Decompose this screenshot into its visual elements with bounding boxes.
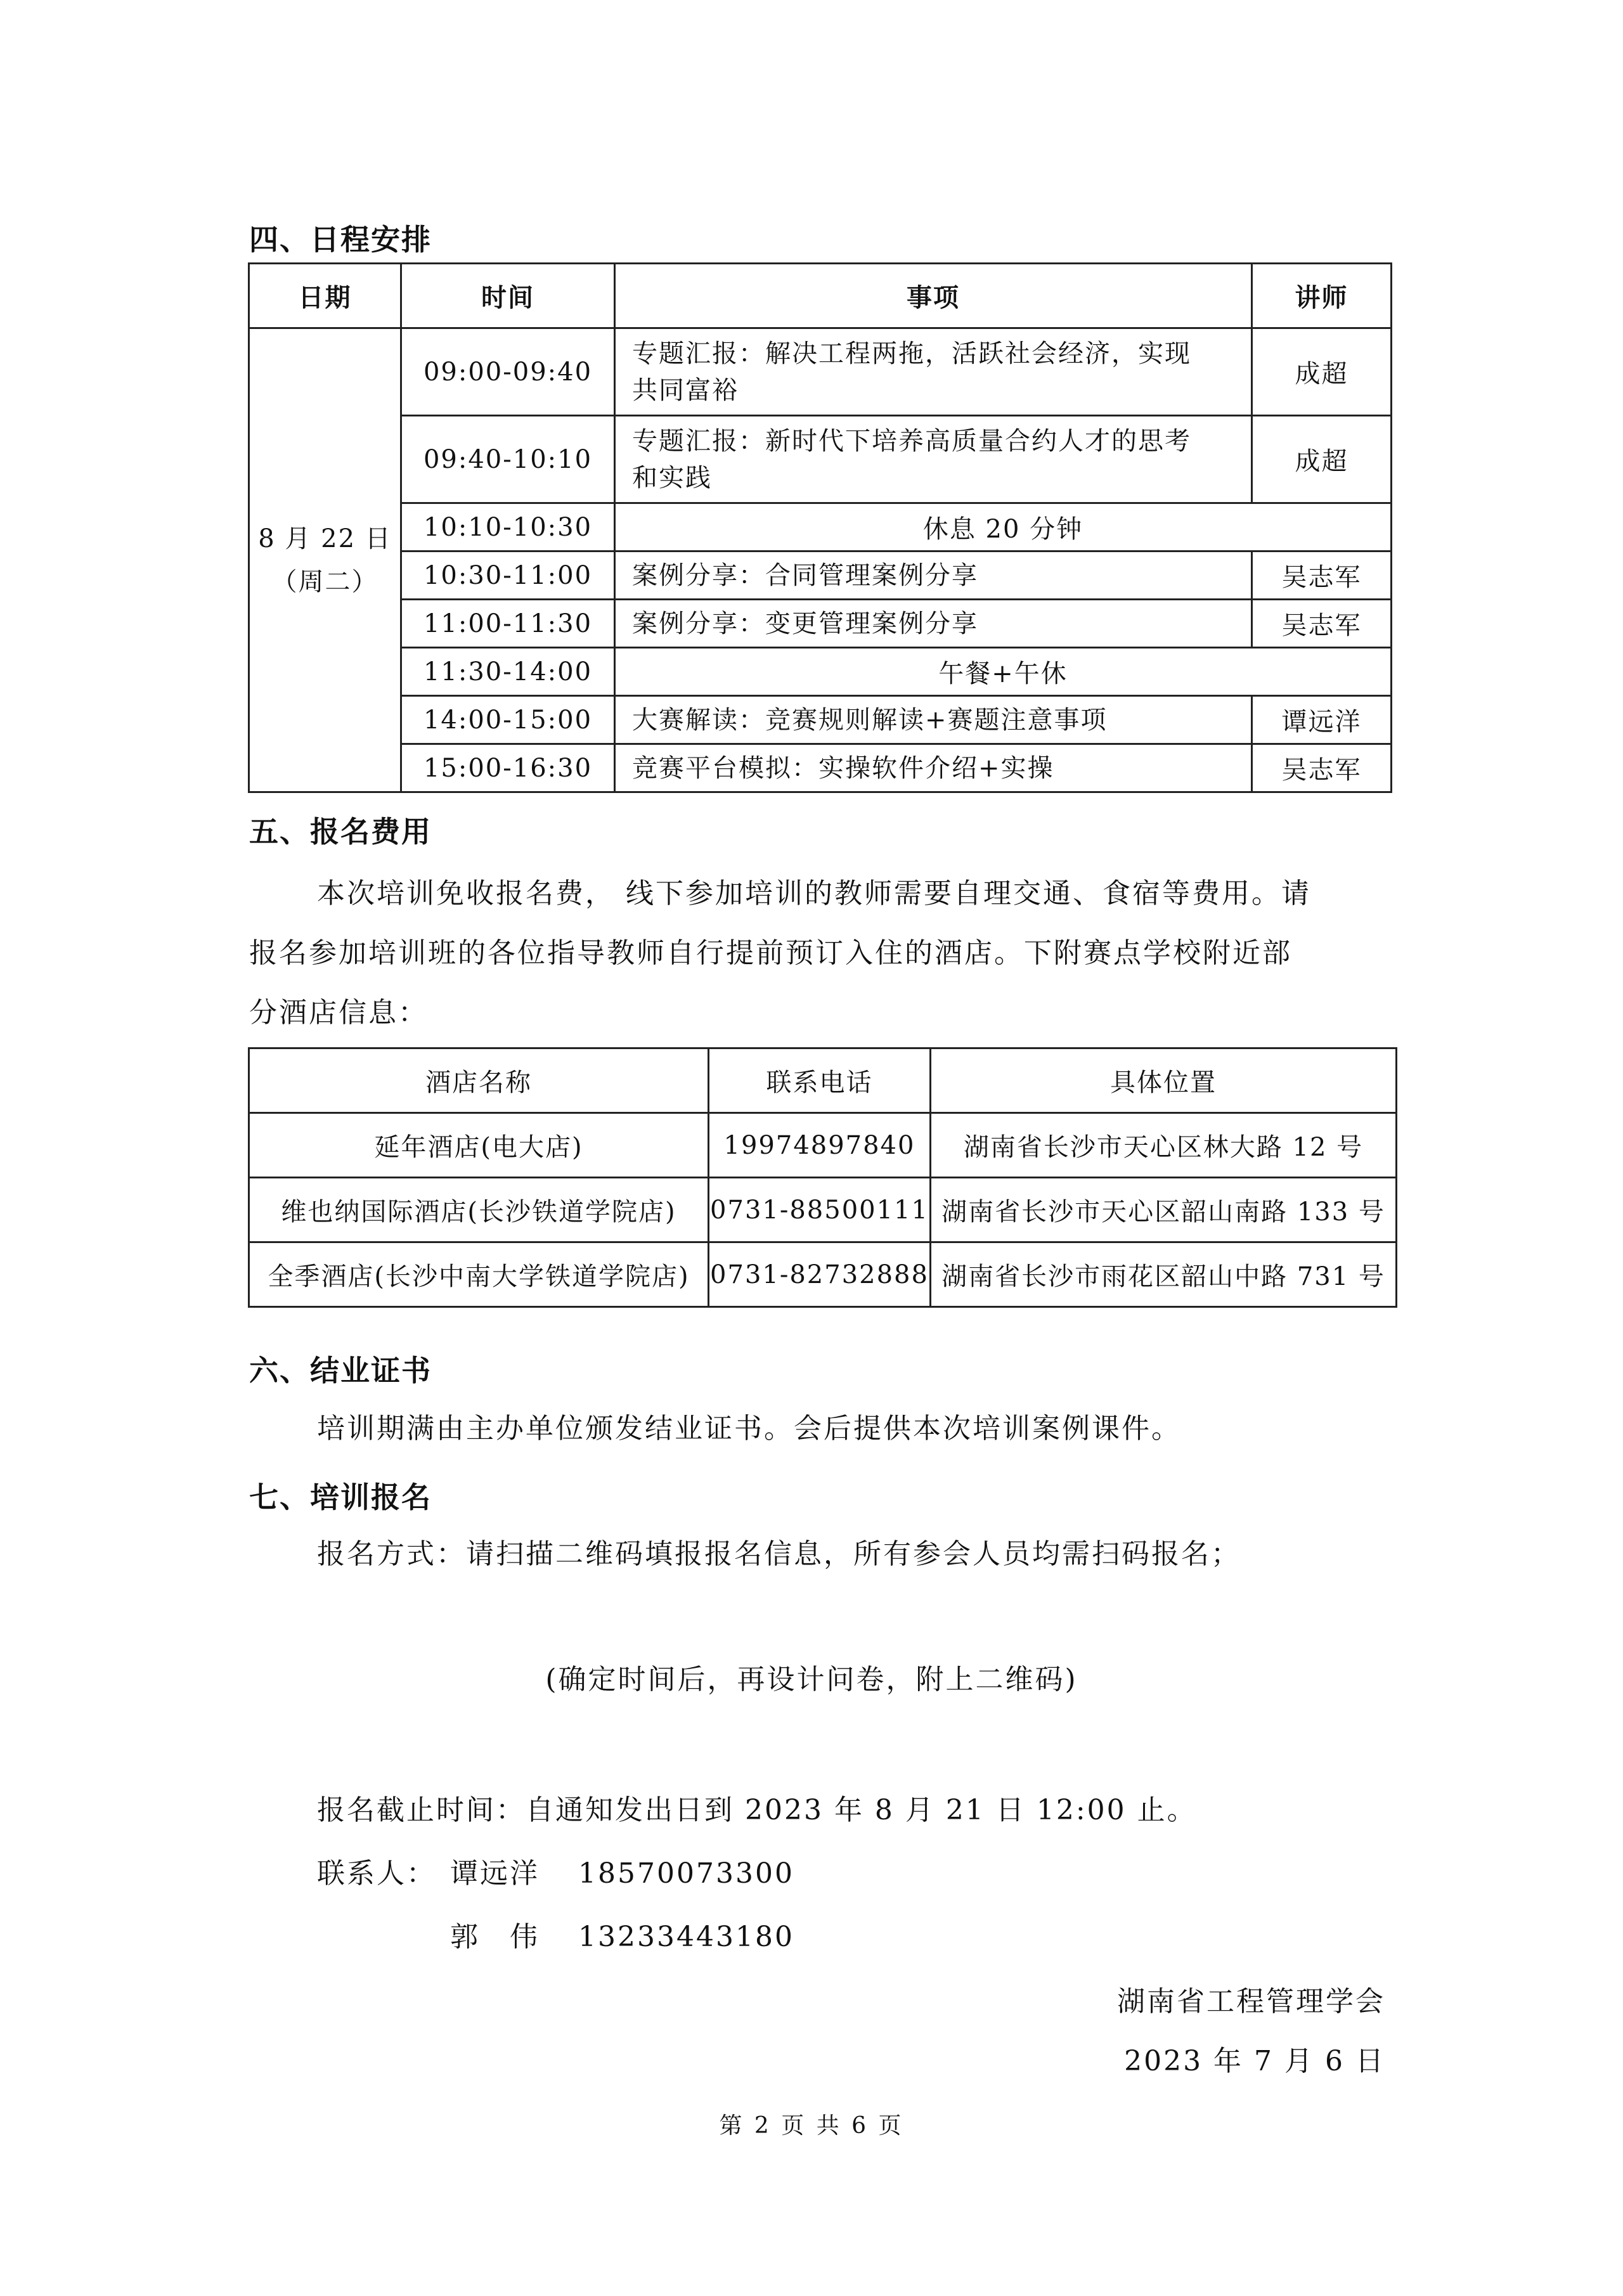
schedule-table	[248, 262, 1392, 793]
schedule-weekday: （周二）	[271, 567, 378, 597]
schedule-lecturer: 成超	[1252, 416, 1392, 503]
schedule-item	[615, 328, 1252, 416]
schedule-row	[249, 696, 1392, 744]
schedule-item-line: 专题汇报：新时代下培养高质量合约人才的思考	[632, 426, 1191, 456]
section-5-title: 五、报名费用	[249, 815, 432, 849]
hotel-address: 湖南省长沙市雨花区韶山中路 731 号	[931, 1242, 1397, 1307]
schedule-date: 8 月 22 日	[258, 524, 392, 553]
schedule-break: 午餐+午休	[615, 648, 1392, 696]
section-4-title: 四、日程安排	[249, 223, 432, 257]
schedule-item	[615, 416, 1252, 503]
hotel-header-row	[249, 1048, 1397, 1113]
hotel-address: 湖南省长沙市天心区林大路 12 号	[931, 1113, 1397, 1178]
qr-code-note: (确定时间后，再设计问卷，附上二维码)	[545, 1663, 1078, 1696]
hotel-name: 维也纳国际酒店(长沙铁道学院店)	[249, 1178, 709, 1242]
section-7-title: 七、培训报名	[249, 1480, 432, 1514]
schedule-row	[249, 503, 1392, 551]
registration-method: 报名方式：请扫描二维码填报报名信息，所有参会人员均需扫码报名；	[317, 1538, 1241, 1570]
signature-date: 2023 年 7 月 6 日	[1124, 2045, 1385, 2077]
schedule-lecturer: 成超	[1252, 328, 1392, 416]
section-6-title: 六、结业证书	[249, 1353, 432, 1388]
schedule-row	[249, 416, 1392, 503]
schedule-lecturer: 吴志军	[1252, 744, 1392, 792]
hotel-phone: 0731-88500111	[709, 1178, 931, 1242]
hotel-row	[249, 1178, 1397, 1242]
fee-paragraph-line: 本次培训免收报名费， 线下参加培训的教师需要自理交通、食宿等费用。请	[317, 877, 1311, 910]
header-lecturer: 讲师	[1252, 264, 1392, 328]
schedule-row	[249, 600, 1392, 648]
contact-phone: 13233443180	[578, 1921, 794, 1953]
schedule-row	[249, 328, 1392, 416]
contact-name: 谭远洋	[450, 1857, 540, 1890]
hotel-address: 湖南省长沙市天心区韶山南路 133 号	[931, 1178, 1397, 1242]
schedule-time: 14:00-15:00	[401, 696, 615, 744]
hotel-header-phone: 联系电话	[709, 1048, 931, 1113]
signature-organization: 湖南省工程管理学会	[1117, 1985, 1385, 2018]
fee-paragraph-line: 报名参加培训班的各位指导教师自行提前预订入住的酒店。下附赛点学校附近部	[249, 937, 1292, 969]
fee-paragraph-line: 分酒店信息：	[249, 996, 428, 1029]
hotel-phone: 0731-82732888	[709, 1242, 931, 1307]
hotel-name: 延年酒店(电大店)	[249, 1113, 709, 1178]
schedule-header-row	[249, 264, 1392, 328]
header-date: 日期	[249, 264, 401, 328]
header-time: 时间	[401, 264, 615, 328]
schedule-time: 15:00-16:30	[401, 744, 615, 792]
schedule-time: 09:40-10:10	[401, 416, 615, 503]
schedule-item: 案例分享：合同管理案例分享	[615, 551, 1252, 600]
registration-deadline: 报名截止时间：自通知发出日到 2023 年 8 月 21 日 12:00 止。	[317, 1794, 1197, 1826]
contact-phone: 18570073300	[578, 1857, 794, 1890]
schedule-time: 10:10-10:30	[401, 503, 615, 551]
schedule-lecturer: 吴志军	[1252, 551, 1392, 600]
schedule-item: 竞赛平台模拟：实操软件介绍+实操	[615, 744, 1252, 792]
page-number: 第 2 页 共 6 页	[719, 2113, 904, 2139]
certificate-paragraph: 培训期满由主办单位颁发结业证书。会后提供本次培训案例课件。	[317, 1412, 1181, 1445]
schedule-lecturer: 吴志军	[1252, 600, 1392, 648]
schedule-time: 10:30-11:00	[401, 551, 615, 600]
hotel-header-address: 具体位置	[931, 1048, 1397, 1113]
schedule-time: 11:30-14:00	[401, 648, 615, 696]
schedule-item: 案例分享：变更管理案例分享	[615, 600, 1252, 648]
contact-label: 联系人：	[317, 1857, 436, 1890]
header-item: 事项	[615, 264, 1252, 328]
hotel-row	[249, 1242, 1397, 1307]
hotel-row	[249, 1113, 1397, 1178]
schedule-item-line: 和实践	[632, 463, 712, 493]
schedule-break: 休息 20 分钟	[615, 503, 1392, 551]
schedule-item-line: 专题汇报：解决工程两拖，活跃社会经济，实现	[632, 339, 1191, 368]
schedule-lecturer: 谭远洋	[1252, 696, 1392, 744]
schedule-time: 11:00-11:30	[401, 600, 615, 648]
schedule-row	[249, 551, 1392, 600]
schedule-row	[249, 744, 1392, 792]
hotel-phone: 19974897840	[709, 1113, 931, 1178]
hotel-header-name: 酒店名称	[249, 1048, 709, 1113]
contact-name: 郭 伟	[450, 1921, 540, 1953]
schedule-date-cell	[249, 328, 401, 792]
schedule-time: 09:00-09:40	[401, 328, 615, 416]
schedule-row	[249, 648, 1392, 696]
hotel-table	[248, 1047, 1397, 1308]
schedule-item-line: 共同富裕	[632, 375, 739, 405]
hotel-name: 全季酒店(长沙中南大学铁道学院店)	[249, 1242, 709, 1307]
schedule-item: 大赛解读：竞赛规则解读+赛题注意事项	[615, 696, 1252, 744]
